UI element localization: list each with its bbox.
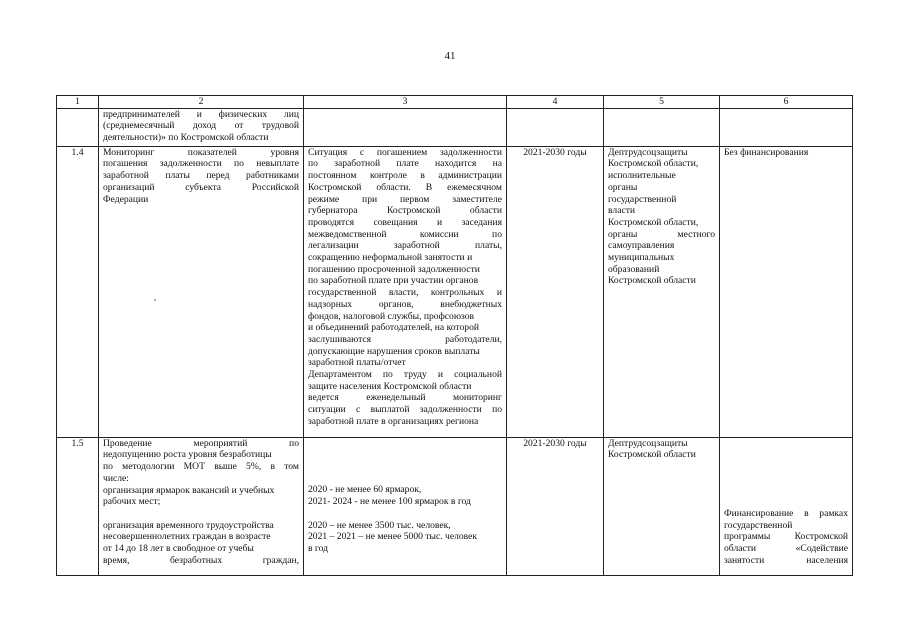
text-line: межведомственной комиссии по: [308, 228, 502, 240]
cell-financing: [720, 437, 853, 575]
table-row-continuation: [57, 108, 853, 146]
text-line: Костромской области. В ежемесячном: [308, 181, 502, 193]
cell-measure: [99, 146, 304, 437]
cell-period: 2021-2030 годы: [507, 437, 604, 575]
spacer: [308, 449, 502, 461]
text-line: Дептрудсоцзащиты: [608, 146, 688, 158]
text-line: заработной платы перед работниками: [103, 170, 299, 182]
text-line: Костромской области: [608, 449, 696, 461]
spacer: [724, 496, 848, 508]
column-header-1: 1: [57, 96, 99, 109]
spacer: [308, 473, 502, 485]
spacer: [308, 438, 502, 450]
text-line: время, безработных граждан,: [103, 554, 299, 566]
text-line: 2020 - не менее 60 ярмарок,: [308, 484, 422, 496]
column-header-5: 5: [604, 96, 720, 109]
text-line: сокращению неформальной занятости и: [308, 252, 473, 264]
cell-number: 1.5: [57, 437, 99, 575]
cell-measure: [99, 108, 304, 146]
table-header-row: [57, 96, 853, 109]
text-line: погашения задолженности по невыплате: [103, 158, 299, 170]
text-line: исполнительные: [608, 170, 676, 182]
spacer: [724, 473, 848, 485]
text-line: допускающие нарушения сроков выплаты: [308, 345, 480, 357]
text-line: погашению просроченной задолженности: [308, 263, 480, 275]
text-line: 2021- 2024 - не менее 100 ярмарок в год: [308, 496, 471, 508]
page-number: 41: [444, 50, 456, 62]
text-line: заслушиваются работодатели,: [308, 333, 502, 345]
table-row-1-5: [57, 437, 853, 575]
text-line: по заработной плате находится на: [308, 158, 502, 170]
cell-responsible: [604, 437, 720, 575]
text-line: заработной плате в организациях региона: [308, 415, 479, 427]
spacer: [724, 449, 848, 461]
text-line: организаций субъекта Российской: [103, 181, 299, 193]
text-line: Дептрудсоцзащиты: [608, 437, 688, 449]
cell-responsible: [604, 108, 720, 146]
text-line: 2021 – 2021 – не менее 5000 тыс. человек: [308, 531, 478, 543]
cell-number: [57, 108, 99, 146]
measures-table: [56, 95, 853, 576]
cell-description: [304, 437, 507, 575]
cell-number: 1.4: [57, 146, 99, 437]
text-line: Костромской области,: [608, 216, 699, 228]
spacer: [724, 461, 848, 473]
text-line: деятельности)» по Костромской области: [103, 132, 269, 144]
text-line: Департаментом по труду и социальной: [308, 369, 502, 381]
text-line: от 14 до 18 лет в свободное от учебы: [103, 543, 254, 555]
text-line: Ситуация с погашением задолженности: [308, 146, 502, 158]
text-line: в год: [308, 542, 329, 554]
spacer: [308, 461, 502, 473]
text-line: органы: [608, 181, 638, 193]
text-line: режиме при первом заместителе: [308, 193, 502, 205]
text-line: постоянном контроле в администрации: [308, 170, 502, 182]
text-line: ситуации с выплатой задолженности по: [308, 404, 502, 416]
text-line: государственной: [608, 193, 677, 205]
text-line: Костромской области,: [608, 158, 699, 170]
cell-financing: Без финансирования: [720, 146, 853, 437]
text-line: проводятся совещания и заседания: [308, 216, 502, 228]
text-line: органы местного: [608, 228, 715, 240]
spacer: [308, 508, 502, 520]
text-line: ведется еженедельный мониторинг: [308, 392, 502, 404]
text-line: и объединений работодателей, на которой: [308, 322, 480, 334]
text-line: Костромской области: [608, 275, 696, 287]
cell-measure: [99, 437, 304, 575]
text-line: Проведение мероприятий по: [103, 437, 299, 449]
text-line: (среднемесячный доход от трудовой: [103, 120, 299, 132]
scan-speck: [154, 299, 156, 301]
cell-period: 2021-2030 годы: [507, 146, 604, 437]
cell-financing: [720, 108, 853, 146]
text-line: самоуправления: [608, 240, 675, 252]
text-line: Финансирование в рамках: [724, 507, 848, 519]
text-line: организация ярмарок вакансий и учебных: [103, 484, 275, 496]
cell-description: [304, 108, 507, 146]
spacer: [103, 508, 299, 520]
text-line: недопущению роста уровня безработицы: [103, 449, 272, 461]
text-line: образований: [608, 263, 660, 275]
spacer: [724, 438, 848, 450]
text-line: несовершеннолетних граждан в возрасте: [103, 531, 271, 543]
column-header-6: 6: [720, 96, 853, 109]
text-line: организация временного трудоустройства: [103, 519, 274, 531]
text-line: надзорных органов, внебюджетных: [308, 298, 502, 310]
text-line: Мониторинг показателей уровня: [103, 146, 299, 158]
text-line: области «Содействие: [724, 542, 848, 554]
table-row-1-4: [57, 146, 853, 437]
text-line: губернатора Костромской области: [308, 205, 502, 217]
text-line: 2020 – не менее 3500 тыс. человек,: [308, 519, 451, 531]
text-line: защите населения Костромской области: [308, 380, 472, 392]
text-line: государственной: [724, 519, 793, 531]
text-line: предпринимателей и физических лиц: [103, 108, 299, 120]
text-line: числе:: [103, 472, 129, 484]
text-line: заработной платы/отчет: [308, 357, 406, 369]
text-line: муниципальных: [608, 252, 675, 264]
text-line: занятости населения: [724, 554, 848, 566]
column-header-2: 2: [99, 96, 304, 109]
text-line: рабочих мест;: [103, 496, 161, 508]
text-line: по методологии МОТ выше 5%, в том: [103, 461, 299, 473]
text-line: фондов, налоговой службы, профсоюзов: [308, 310, 475, 322]
cell-description: [304, 146, 507, 437]
column-header-3: 3: [304, 96, 507, 109]
cell-period: [507, 108, 604, 146]
text-line: государственной власти, контрольных и: [308, 287, 502, 299]
text-line: по заработной плате при участии органов: [308, 275, 479, 287]
spacer: [724, 484, 848, 496]
text-line: власти: [608, 205, 636, 217]
text-line: легализации заработной платы,: [308, 240, 502, 252]
text-line: программы Костромской: [724, 531, 848, 543]
column-header-4: 4: [507, 96, 604, 109]
text-line: Федерации: [103, 193, 149, 205]
cell-responsible: [604, 146, 720, 437]
